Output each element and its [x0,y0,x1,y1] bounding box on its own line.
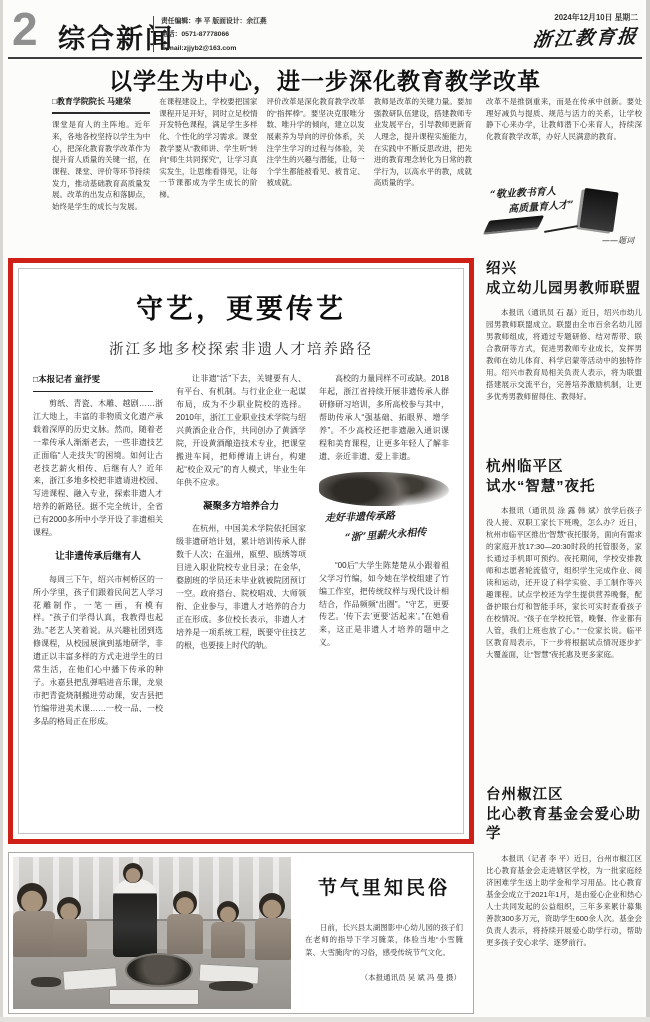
lead-right-column [486,96,642,252]
feature-col3-paragraph-1: 高校的力量同样不可或缺。2018年起，浙江省持续开展非遗传承人群研修研习培训，多所高校参与其中，帮助传承人“强基础、拓眼界、增学养”。不少高校还把非遗融入通识课程和美育课程，让更多年轻人了解非遗、亲近非遗、爱上非遗。 [319,374,449,461]
inscription-line-1: “敬业教书育人 [489,186,557,201]
photo-food [31,977,61,987]
lead-column-1-text: 课堂是育人的主阵地。近年来，各地各校坚持以学生为中心，把深化教育教学改革作为提升育人质量的关键一招，在课程、课堂、评价等环节持续发力，推动基础教育高质量发展。改革的出发点和落脚点，始终是学生的成长与发展。 [52,120,151,211]
brief-2-body: 本报讯（通讯员 涂 露 韩 斌）放学后孩子没人接、双职工家长下班晚，怎么办？近日，杭州市临平区推出“智慧”夜托服务，面向有需求的家庭开放17:30—20:30时段的托管服务，家长通过手机即可预约。夜托期间，学校安排教师和志愿者轮流值守，组织学生完成作业、阅读和运动，还开设了科学实验、手工制作等兴趣课程。试点学校还为学生提供营养晚餐，配备护眼台灯和智能手环，家长可实时查看孩子在校情况。“孩子在学校托管，晚餐、作业都有人管，我们上班也放了心。”一位家长说。临平区教育局表示，下一步将根据试点情况逐步扩大覆盖面，让“智慧”夜托惠及更多家庭。 [486,506,642,660]
lead-right-text: 改革不是推倒重来，而是在传承中创新。要处理好减负与提质、规范与活力的关系，让学校静下心来办学，让教师潜下心来育人，持续深化教育教学改革，办好人民满意的教育。 [486,97,642,141]
open-book-icon [484,215,544,232]
feature-col2-paragraph-2: 在杭州，中国美术学院依托国家级非遗研培计划，累计培训传承人群数千人次；在温州，瓯塑、瓯绣等项目进入职业院校专业目录；在金华，婺剧班的学员还未毕业就被院团预订一空。政府搭台、院校唱戏、大师领衔、企业参与，非遗人才培养的合力正在形成。多位校长表示，非遗人才培养是一项系统工程，既要守住技艺的根，也要接上时代的轨。 [176,523,306,650]
feature-subhead: 浙江多地多校探索非遗人才培养路径 [109,342,373,358]
masthead-logo: 浙江教育报 [531,25,640,52]
brief-3-place: 台州椒江区 [486,787,564,803]
ink-wash-illustration [319,472,449,552]
feature-col3-paragraph-2: “00后”大学生陈楚楚从小跟着祖父学习竹编，如今她在学校组建了竹编工作室，把传统纹样与现代设计相结合，作品频频“出圈”。“守艺，更要传艺。‘传下去’更要‘活起来’。”在她看来，这正是非遗人才培养的题中之义。 [319,560,449,648]
header-divider [153,16,154,52]
photo-bowl [125,953,193,987]
feature-byline: □本报记者 童抒雯 [33,373,153,392]
editor-line-2: 电话：0571-87778066 [161,31,230,39]
brief-1-headline [486,260,642,299]
photo-tray [62,967,117,991]
photo-child-apron [13,911,55,957]
photo-teacher-figure [113,879,157,957]
photo-story-caption: 日前，长兴县太湖图影中心幼儿园的孩子们在老师的指导下学习腌菜，体验当地“小雪腌菜、大雪腌肉”的习俗，感受传统节气文化。 [305,923,463,957]
news-photo [13,857,291,1009]
photo-child-head [217,901,239,923]
feature-col2-paragraph-1: 让非遗“活”下去，关键要有人、有平台、有机制。与行业企业一起谋布局，成为不少职业院校的选择。2010年，浙江工业职业技术学院与绍兴黄酒企业合作，共同创办了黄酒学院，开设黄酒酿造技术专业，把课堂搬进车间，把师傅请上讲台，构建起“校企双元”的育人模式，毕业生年年供不应求。 [176,374,306,487]
feature-column-3 [319,373,449,801]
date-line: 2024年12月10日 星期二 [554,13,638,22]
ink-blob-graphic [319,472,449,506]
photo-child-apron [211,922,245,958]
feature-column-1 [33,373,163,801]
editor-line-1: 责任编辑：李 平 版面设计：余江燕 [161,18,267,25]
brief-3-headline [486,786,642,845]
brief-1-body: 本报讯（通讯员 石 磊）近日，绍兴市幼儿园男教师联盟成立。联盟由全市百余名幼儿园男教师组成，将通过专题研修、结对帮带、联合教研等方式，促进男教师专业成长，发挥男教师在幼儿体育、科学启蒙等活动中的独特作用。绍兴市教育局相关负责人表示，将为联盟搭建展示交流平台，完善培养激励机制，让更多优秀男教师留得住、教得好。 [486,308,642,402]
brief-1-place: 绍兴 [486,261,517,277]
sidebar-brief-jiaojiang [486,786,642,1022]
lead-column-4: 教师是改革的关键力量。要加强教研队伍建设，搭建教师专业发展平台，引导教师更新育人理念，提升课程实施能力，在实践中不断反思改进，把先进的教育理念转化为日常的教学行为，以高水平的教，成就高质量的学。 [373,97,472,188]
photo-story-title: 节气里知民俗 [317,878,450,899]
feature-columns [33,373,449,801]
photo-tray [109,989,199,1005]
sidebar-brief-linping [486,458,642,767]
lead-headline: 以学生为中心，进一步深化教育教学改革 [109,68,541,94]
feature-col2-crosshead: 凝聚多方培养合力 [202,500,279,512]
ink-caption-line-2: “浙”里薪火永相传 [344,526,427,544]
calligraphy-inscription [486,184,642,248]
photo-child-apron [167,914,203,954]
brief-2-title: 试水“智慧”夜托 [486,478,596,495]
lead-column-3: 评价改革是深化教育教学改革的“指挥棒”。要坚决克服唯分数、唯升学的倾向，建立以发展素养为导向的评价体系，关注学生学习的过程与体验，关注学生的兴趣与潜能，让每一个学生都能被看见、被肯定、被成就。 [266,97,365,188]
brief-2-headline [486,458,642,497]
page-number: 2 [12,3,38,55]
editor-line-3: E-mail:zjjyb2@163.com [161,44,237,52]
header-rule [8,57,642,59]
photo-story-frame [8,852,474,1014]
ink-caption-line-1: 走好非遗传承路 [324,510,396,524]
lead-column-2: 在课程建设上，学校要把国家课程开足开好，同时立足校情开发特色课程，满足学生多样化、个性化的学习需求。课堂教学要从“教师讲、学生听”转向“师生共同探究”，让学习真实发生，让思维看得见，让每一节课都成为学生成长的阶梯。 [159,97,258,199]
brief-3-body: 本报讯（记者 李 平）近日，台州市椒江区比心教育基金会走进辖区学校，为一批家庭经济困难学生送上助学金和学习用品。比心教育基金会成立于2021年1月，是由爱心企业和热心人士共同发起的公益组织，三年多来累计募集善款300多万元，资助学生600余人次。基金会负责人表示，将持续开展爱心助学行动，帮助更多孩子安心求学、逐梦前行。 [486,853,642,947]
photo-child-head [259,893,285,919]
photo-caption-panel [301,857,467,1009]
feature-headline: 守艺，更要传艺 [136,294,346,324]
brief-1-title: 成立幼儿园男教师联盟 [486,280,641,297]
scan-edge-right [646,0,650,1022]
pen-icon [544,225,578,233]
sidebar-brief-shaoxing [486,260,642,453]
photo-story-credit: （本报通讯员 吴 斌 冯 曼 摄） [360,973,461,982]
brief-3-title: 比心教育基金会爱心助学 [486,806,641,843]
scan-edge-left [0,0,3,1022]
annotation-highlight-red-box [8,258,474,844]
feature-col1-paragraph-2: 每周三下午，绍兴市柯桥区的一所小学里，孩子们跟着民间艺人学习花雕制作，一笔一画，有模有样。“孩子们学得认真，我教得也起劲。”老艺人笑着说。从兴趣社团到选修课程，从校园展演到基地研学，非遗正以丰富多样的方式走进学生的日常生活，在他们心中播下传承的种子。永嘉县把乱弹唱进音乐课，龙泉市把青瓷烧制搬进劳动课，安吉县把竹编带进美术课……一校一品、一校多品的格局正在形成。 [33,574,163,727]
lead-byline: □教育学院院长 马建荣 [52,96,150,114]
feature-col1-paragraph-1: 剪纸、青瓷、木雕、越剧……浙江大地上，丰富的非物质文化遗产承载着深厚的历史文脉。然而，随着老一辈传承人渐渐老去，一些非遗技艺正面临“人走技失”的困境。如何让古老技艺薪火相传、后继有人？近年来，浙江多地多校把非遗请进校园、写进课程、融入专业，探索非遗人才培养的新路径。据不完全统计，全省已有2000多所中小学开设了非遗相关课程。 [33,398,163,538]
inscription-line-2: 高质量育人才” [507,199,575,216]
photo-teacher-head [123,863,143,883]
photo-child-apron [255,918,291,960]
feature-column-2 [176,373,306,801]
lead-column-1 [52,96,150,252]
photo-child-head [17,883,47,913]
photo-child-apron [53,919,87,957]
photo-child-head [173,891,197,915]
editor-info [161,15,267,55]
inscription-signature: ——题词 [602,236,634,245]
photo-child-head [57,897,81,921]
photo-food [209,981,253,991]
feature-col1-crosshead: 让非遗传承后继有人 [55,551,141,563]
lead-article-columns [52,96,472,252]
standing-book-icon [579,188,618,232]
section-title: 综合新闻 [58,24,174,54]
feature-article-frame [18,268,464,834]
brief-2-place: 杭州临平区 [486,459,564,475]
